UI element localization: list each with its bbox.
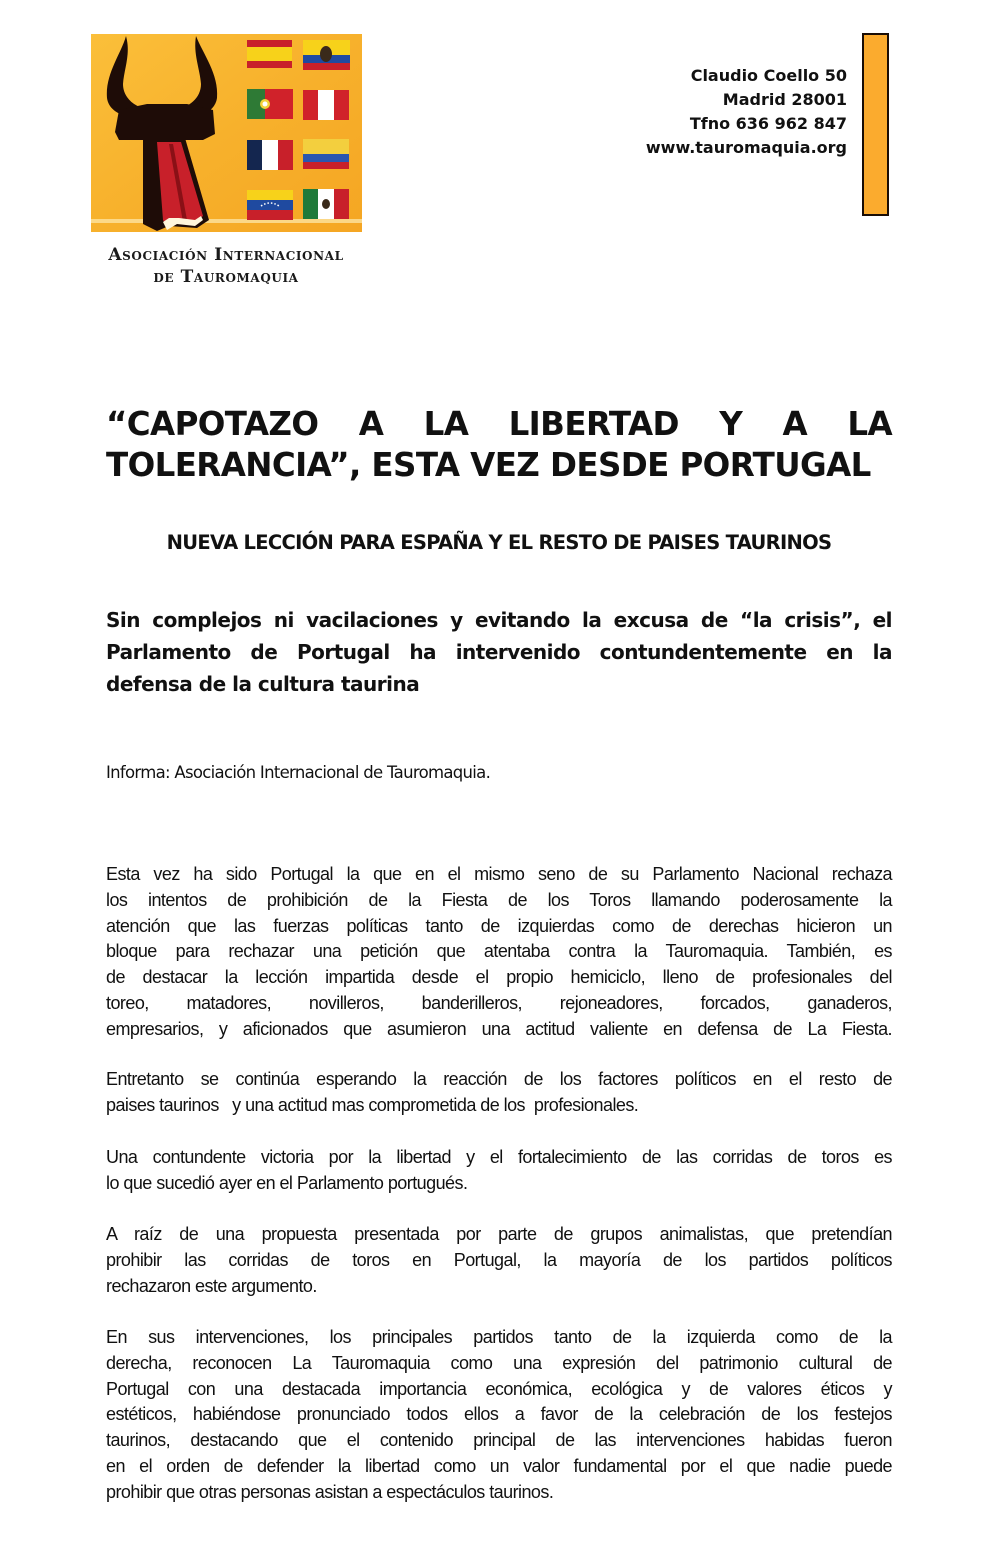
body-paragraph bbox=[106, 1222, 892, 1299]
ecuador-flag-icon bbox=[303, 40, 350, 70]
paragraph-line: los intentos de prohibición de la Fiesta de los Toros llamando poderosamente la bbox=[106, 889, 892, 910]
contact-block bbox=[646, 64, 847, 160]
article-lead bbox=[106, 604, 892, 700]
paragraph-line: paises taurinos y una actitud mas comprometida de los profesionales. bbox=[106, 1094, 639, 1115]
lead-line: Sin complejos ni vacilaciones y evitando la excusa de “la crisis”, el bbox=[106, 608, 892, 632]
body-paragraph bbox=[106, 1067, 892, 1119]
contact-address: Claudio Coello 50 bbox=[690, 66, 847, 85]
contact-website[interactable]: www.tauromaquia.org bbox=[645, 138, 847, 157]
organization-name bbox=[70, 244, 382, 288]
paragraph-line: prohibir que otras personas asistan a espectáculos taurinos. bbox=[106, 1481, 554, 1502]
colombia-flag-icon bbox=[303, 139, 349, 169]
contact-city: Madrid 28001 bbox=[722, 90, 847, 109]
paragraph-line: prohibir las corridas de toros en Portugal, la mayoría de los partidos políticos bbox=[106, 1249, 892, 1270]
bull-horns-cape-logo-icon bbox=[91, 34, 362, 232]
organization-name-line2: de Tauromaquia bbox=[153, 267, 299, 287]
venezuela-flag-icon bbox=[247, 190, 293, 220]
organization-name-line1: Asociación Internacional bbox=[108, 245, 344, 265]
paragraph-line: bloque para rechazar una petición que atentaba contra la Tauromaquia. También, es bbox=[106, 941, 892, 962]
paragraph-line: derecha, reconocen La Tauromaquia como una expresión del patrimonio cultural de bbox=[106, 1352, 892, 1373]
decorative-orange-bar bbox=[862, 33, 889, 216]
france-flag-icon bbox=[247, 140, 293, 170]
paragraph-line: Entretanto se continúa esperando la reacción de los factores políticos en el resto de bbox=[106, 1069, 892, 1089]
paragraph-line: taurinos, destacando que el contenido principal de las intervenciones habidas fueron bbox=[106, 1430, 892, 1451]
paragraph-line: en el orden de defender la libertad como un valor fundamental por el que nadie puede bbox=[106, 1455, 892, 1476]
mexico-flag-icon bbox=[303, 189, 349, 219]
body-paragraph bbox=[106, 1145, 892, 1197]
article-title-line: TOLERANCIA”, ESTA VEZ DESDE PORTUGAL bbox=[106, 446, 871, 484]
body-paragraph bbox=[106, 862, 892, 1043]
paragraph-line: En sus intervenciones, los principales partidos tanto de la izquierda como de la bbox=[106, 1327, 892, 1347]
paragraph-line: toreo, matadores, novilleros, banderilleros, rejoneadores, forcados, ganaderos, bbox=[106, 992, 892, 1013]
organization-logo bbox=[91, 34, 362, 232]
spain-flag-icon bbox=[247, 40, 292, 68]
paragraph-line: lo que sucedió ayer en el Parlamento portugués. bbox=[106, 1172, 468, 1193]
paragraph-line: Una contundente victoria por la libertad y el fortalecimiento de las corridas de toros es bbox=[106, 1147, 892, 1167]
peru-flag-icon bbox=[303, 90, 349, 120]
lead-line: defensa de la cultura taurina bbox=[106, 672, 420, 696]
paragraph-line: rechazaron este argumento. bbox=[106, 1275, 317, 1296]
paragraph-line: empresarios, y aficionados que asumieron una actitud valiente en defensa de La Fiesta. bbox=[106, 1018, 892, 1039]
body-paragraph bbox=[106, 1325, 892, 1506]
informa-credit: Informa: Asociación Internacional de Tauromaquia. bbox=[106, 763, 491, 782]
paragraph-line: atención que las fuerzas políticas tanto de izquierdas como de derechas hicieron un bbox=[106, 915, 892, 936]
lead-line: Parlamento de Portugal ha intervenido contundentemente en la bbox=[106, 640, 892, 664]
paragraph-line: de destacar la lección impartida desde el propio hemiciclo, lleno de profesionales del bbox=[106, 967, 892, 988]
paragraph-line: Esta vez ha sido Portugal la que en el mismo seno de su Parlamento Nacional rechaza bbox=[106, 864, 892, 884]
paragraph-line: Portugal con una destacada importancia económica, ecológica y de valores éticos y bbox=[106, 1378, 892, 1399]
article-title bbox=[106, 404, 892, 486]
article-subtitle: NUEVA LECCIÓN PARA ESPAÑA Y EL RESTO DE PAISES TAURINOS bbox=[166, 531, 832, 554]
paragraph-line: A raíz de una propuesta presentada por parte de grupos animalistas, que pretendían bbox=[106, 1224, 892, 1244]
contact-phone: Tfno 636 962 847 bbox=[689, 114, 847, 133]
paragraph-line: estéticos, habiéndose pronunciado todos ellos a favor de la celebración de los festejos bbox=[106, 1404, 892, 1425]
article-title-line: “CAPOTAZO A LA LIBERTAD Y A LA bbox=[106, 405, 892, 443]
portugal-flag-icon bbox=[247, 89, 293, 119]
